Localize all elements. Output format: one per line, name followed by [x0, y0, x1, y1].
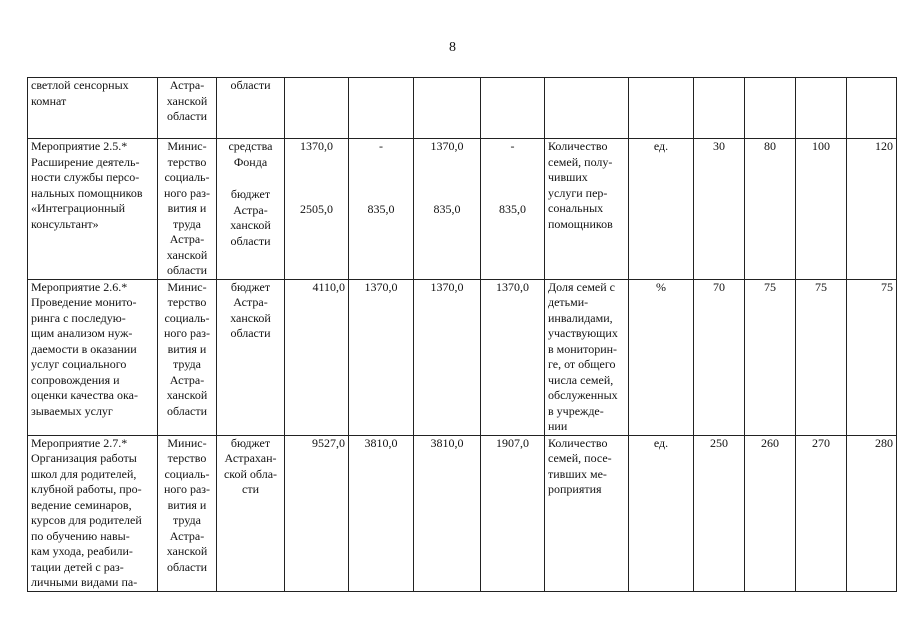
- unit-cell: ед.: [629, 139, 694, 280]
- value-cell: [694, 78, 745, 139]
- value-cell: 30: [694, 139, 745, 280]
- value-cell: 75: [796, 279, 847, 435]
- indicator-cell: Количество семей, посе- тивших ме- роприятия: [545, 435, 629, 591]
- page-number: 8: [449, 40, 456, 55]
- source-fund: средства Фонда: [228, 139, 273, 169]
- value-cell: [847, 78, 897, 139]
- table-row: [28, 435, 897, 591]
- executor-cell: Минис- терство социаль- ного раз- вития и труда Астра- ханской области: [158, 435, 217, 591]
- value-cell: 270: [796, 435, 847, 591]
- value-cell: 260: [745, 435, 796, 591]
- year1-cell: [349, 78, 414, 139]
- value-cell: 250: [694, 435, 745, 591]
- year2-cell: 1370,0: [414, 279, 481, 435]
- value-cell: 120: [847, 139, 897, 280]
- activity-cell: Мероприятие 2.6.* Проведение монито- ринга с последую- щим анализом нуж- даемости в оказании услуг социального сопровождения и оценки качества ока- зываемых услуг: [28, 279, 158, 435]
- year3-cell: 1370,0: [481, 279, 545, 435]
- indicator-cell: Доля семей с детьми- инвалидами, участвующих в мониторин- ге, от общего числа семей, обслуженных в учрежде- нии: [545, 279, 629, 435]
- unit-cell: ед.: [629, 435, 694, 591]
- table-row: [28, 139, 897, 280]
- indicator-cell: [545, 78, 629, 139]
- year2-cell: [414, 78, 481, 139]
- executor-cell: Астра- ханской области: [158, 78, 217, 139]
- year1-cell: 3810,0: [349, 435, 414, 591]
- value-cell: [745, 78, 796, 139]
- source-budget: бюджет Астра- ханской области: [230, 187, 271, 248]
- year1-cell: 1370,0: [349, 279, 414, 435]
- total-cell: 1370,0 2505,0: [285, 139, 349, 280]
- year3-cell: [481, 78, 545, 139]
- unit-cell: [629, 78, 694, 139]
- total-cell: 4110,0: [285, 279, 349, 435]
- source-cell: [217, 139, 285, 280]
- total-cell: [285, 78, 349, 139]
- value-cell: [796, 78, 847, 139]
- source-cell: бюджет Астра- ханской области: [217, 279, 285, 435]
- value-cell: 75: [847, 279, 897, 435]
- year3-cell: - 835,0: [481, 139, 545, 280]
- year2-cell: 3810,0: [414, 435, 481, 591]
- program-activities-table: [27, 77, 897, 592]
- value-cell: 280: [847, 435, 897, 591]
- activity-cell: Мероприятие 2.5.* Расширение деятель- ности службы персо- нальных помощников «Интеграционный консультант»: [28, 139, 158, 280]
- year3-cell: 1907,0: [481, 435, 545, 591]
- table-row: [28, 279, 897, 435]
- value-cell: 70: [694, 279, 745, 435]
- value-cell: 75: [745, 279, 796, 435]
- executor-cell: Минис- терство социаль- ного раз- вития и труда Астра- ханской области: [158, 139, 217, 280]
- total-cell: 9527,0: [285, 435, 349, 591]
- source-cell: бюджет Астрахан- ской обла- сти: [217, 435, 285, 591]
- table-row: [28, 78, 897, 139]
- activity-cell: светлой сенсорных комнат: [28, 78, 158, 139]
- activity-cell: Мероприятие 2.7.* Организация работы школ для родителей, клубной работы, про- ведение семинаров, курсов для родителей по обучению навы- кам ухода, реабили- тации детей с раз- личными видами па-: [28, 435, 158, 591]
- value-cell: 100: [796, 139, 847, 280]
- indicator-cell: Количество семей, полу- чивших услуги пер- сональных помощников: [545, 139, 629, 280]
- value-cell: 80: [745, 139, 796, 280]
- source-cell: области: [217, 78, 285, 139]
- unit-cell: %: [629, 279, 694, 435]
- year1-cell: - 835,0: [349, 139, 414, 280]
- executor-cell: Минис- терство социаль- ного раз- вития и труда Астра- ханской области: [158, 279, 217, 435]
- year2-cell: 1370,0 835,0: [414, 139, 481, 280]
